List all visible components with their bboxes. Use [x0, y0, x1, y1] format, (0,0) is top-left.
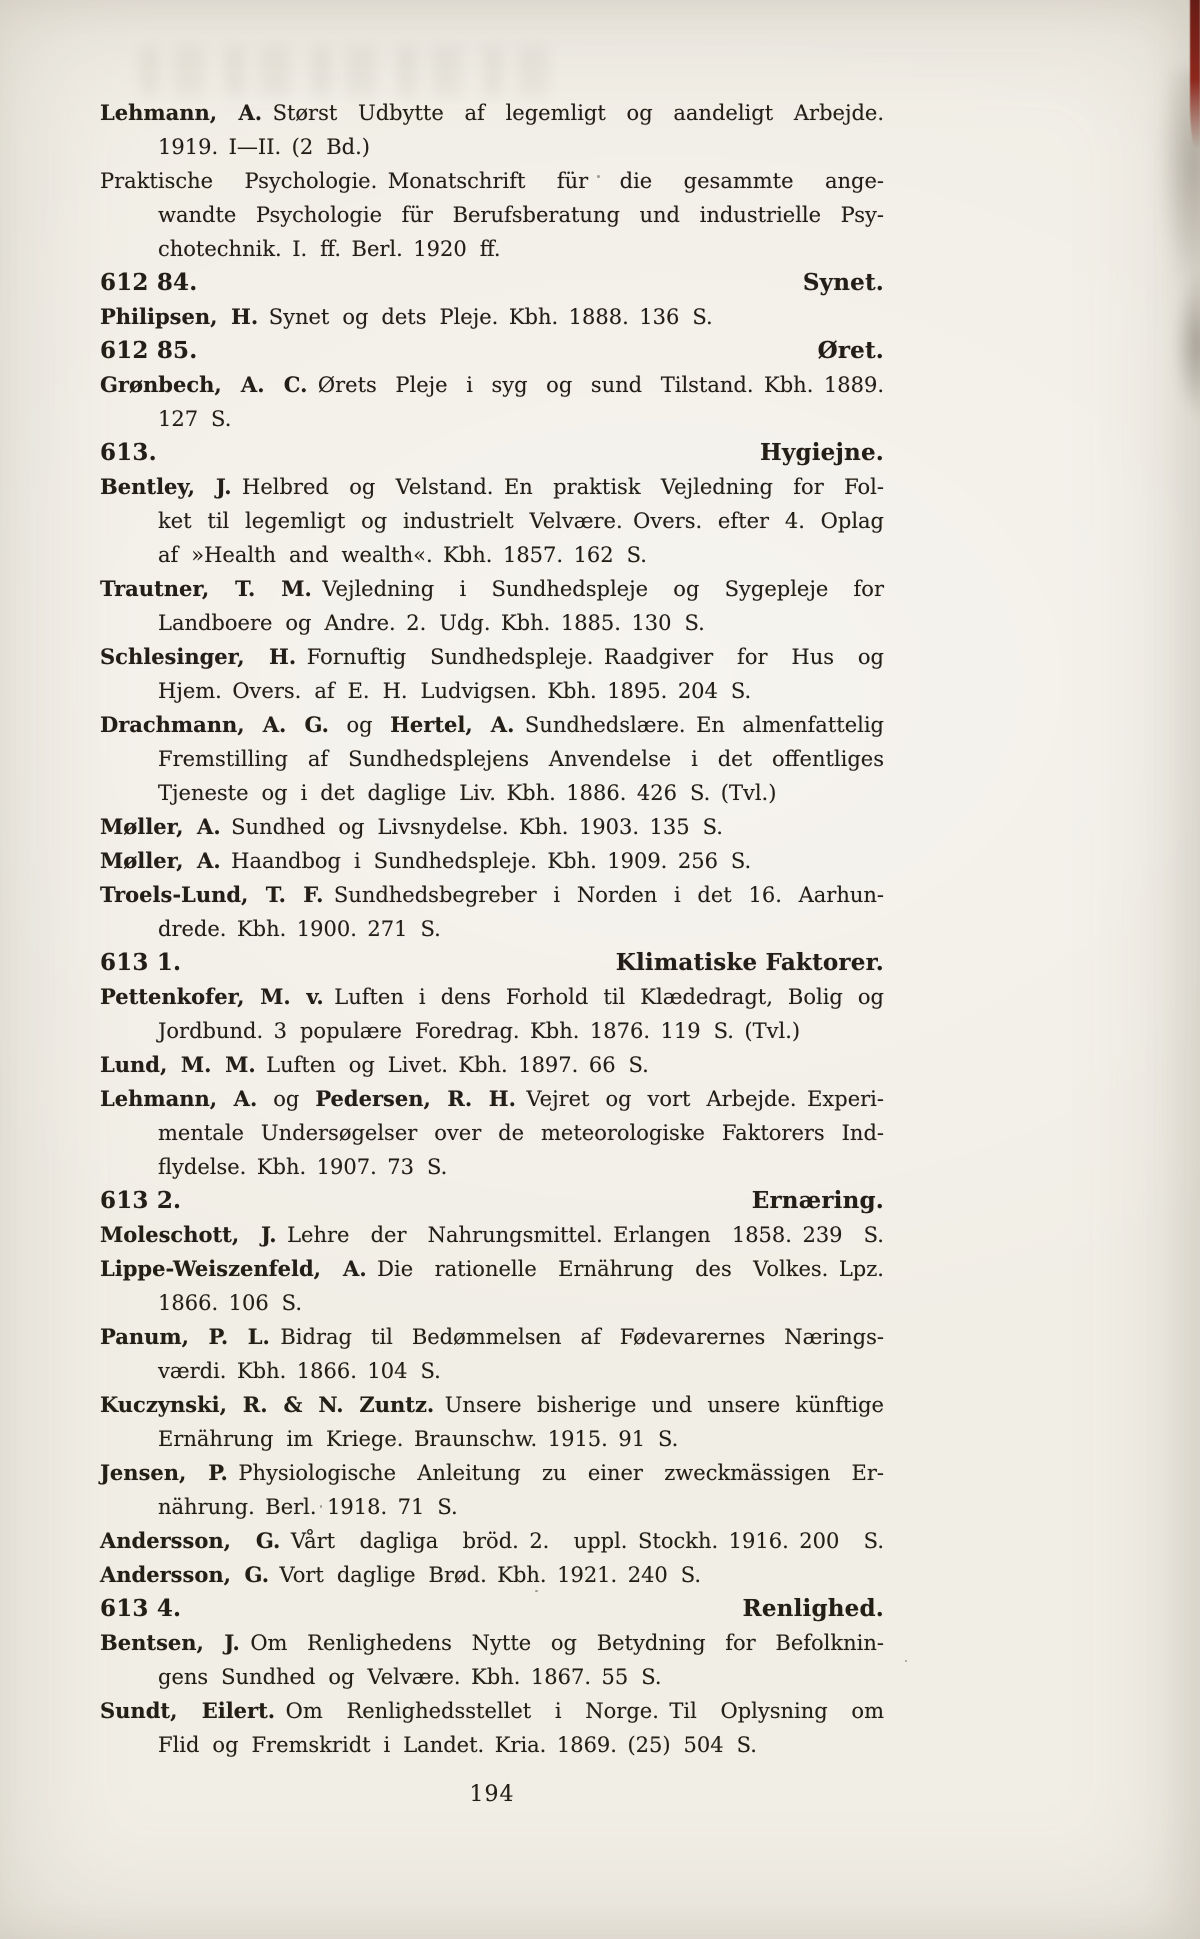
- catalog-entry-line: [100, 402, 884, 436]
- entry-text: Praktische Psychologie. Monatschrift für die gesammte ange-: [100, 169, 884, 193]
- catalog-entry-line: [100, 1354, 884, 1388]
- section-title: Hygiejne.: [759, 439, 884, 466]
- author-name: Lehmann, A.: [100, 100, 263, 125]
- catalog-entry-line: [100, 198, 884, 232]
- section-title: Ernæring.: [751, 1187, 884, 1214]
- entry-text: wandte Psychologie für Berufsberatung und industrielle Psy-: [158, 203, 884, 227]
- author-name: Møller, A.: [100, 814, 221, 839]
- class-number: 612 85.: [100, 337, 198, 364]
- entry-text: chotechnik. I. ff. Berl. 1920 ff.: [158, 237, 501, 261]
- catalog-entry-line: [100, 1388, 884, 1422]
- catalog-entry-line: [100, 708, 884, 742]
- entry-text: Vejret og vort Arbejde. Experi-: [515, 1087, 884, 1111]
- catalog-entry-line: [100, 300, 884, 334]
- class-number: 613 2.: [100, 1187, 182, 1214]
- entry-text: Helbred og Velstand. En praktisk Vejledning for Fol-: [231, 475, 884, 499]
- catalog-entry-line: [100, 1082, 884, 1116]
- catalog-entry-line: [100, 912, 884, 946]
- catalog-entry-line: [100, 368, 884, 402]
- entry-text: Lehre der Nahrungsmittel. Erlangen 1858. 239 S.: [276, 1223, 884, 1247]
- author-name: Andersson, G.: [100, 1562, 270, 1587]
- class-heading: [100, 266, 884, 300]
- catalog-entry-line: [100, 1048, 884, 1082]
- catalog-entry-line: [100, 742, 884, 776]
- entry-text: Flid og Fremskridt i Landet. Kria. 1869. (25) 504 S.: [158, 1733, 757, 1757]
- binding-mark: [1190, 0, 1200, 149]
- section-title: Øret.: [817, 337, 884, 364]
- entry-text: Ørets Pleje i syg og sund Tilstand. Kbh. 1889.: [307, 373, 884, 397]
- author-name: Troels-Lund, T. F.: [100, 882, 324, 907]
- author-name: Pedersen, R. H.: [315, 1086, 516, 1111]
- entry-text: af »Health and wealth«. Kbh. 1857. 162 S.: [158, 543, 647, 567]
- bleedthrough-smudge: [140, 46, 560, 96]
- section-title: Renlighed.: [742, 1595, 884, 1622]
- entry-text: Om Renlighedens Nytte og Betydning for Befolknin-: [239, 1631, 884, 1655]
- entry-text: Die rationelle Ernährung des Volkes. Lpz.: [366, 1257, 884, 1281]
- paper-speck: [905, 1660, 907, 1662]
- entry-text: Bidrag til Bedømmelsen af Fødevarernes Nærings-: [269, 1325, 885, 1349]
- catalog-entry-line: [100, 606, 884, 640]
- entry-text: Fornuftig Sundhedspleje. Raadgiver for Hus og: [296, 645, 885, 669]
- class-heading: [100, 946, 884, 980]
- entry-text: værdi. Kbh. 1866. 104 S.: [158, 1359, 441, 1383]
- catalog-entry-line: [100, 1524, 884, 1558]
- author-name: Drachmann, A. G.: [100, 712, 329, 737]
- catalog-entry-line: [100, 1014, 884, 1048]
- catalog-entry-line: [100, 674, 884, 708]
- author-name: Pettenkofer, M. v.: [100, 984, 324, 1009]
- author-name: Kuczynski, R. & N. Zuntz.: [100, 1392, 435, 1417]
- class-heading: [100, 436, 884, 470]
- section-title: Synet.: [802, 269, 884, 296]
- entry-text: gens Sundhed og Velvære. Kbh. 1867. 55 S.: [158, 1665, 662, 1689]
- entry-text: Landboere og Andre. 2. Udg. Kbh. 1885. 130 S.: [158, 611, 705, 635]
- catalog-entry-line: [100, 572, 884, 606]
- class-heading: [100, 1184, 884, 1218]
- class-heading: [100, 334, 884, 368]
- entry-text: Fremstilling af Sundhedsplejens Anvendelse i det offentliges: [158, 747, 884, 771]
- catalog-entry-line: [100, 1116, 884, 1150]
- catalog-entry-line: [100, 504, 884, 538]
- catalog-entry-line: [100, 810, 884, 844]
- author-name: Panum, P. L.: [100, 1324, 270, 1349]
- catalog-entry-line: [100, 1218, 884, 1252]
- entry-text: Om Renlighedsstellet i Norge. Til Oplysning om: [275, 1699, 884, 1723]
- catalog-entry-line: [100, 470, 884, 504]
- entry-text: og: [257, 1087, 316, 1111]
- entry-text: Sundhedslære. En almenfattelig: [514, 713, 884, 737]
- catalog-entry-line: [100, 878, 884, 912]
- entry-text: flydelse. Kbh. 1907. 73 S.: [158, 1155, 448, 1179]
- catalog-entry-line: [100, 1490, 884, 1524]
- entry-text: Sundhed og Livsnydelse. Kbh. 1903. 135 S.: [220, 815, 723, 839]
- author-name: Grønbech, A. C.: [100, 372, 308, 397]
- entry-text: Vårt dagliga bröd. 2. uppl. Stockh. 1916. 200 S.: [280, 1529, 884, 1553]
- catalog-entry-line: [100, 1150, 884, 1184]
- entry-text: Ernährung im Kriege. Braunschw. 1915. 91 S.: [158, 1427, 679, 1451]
- catalog-entry-line: [100, 1660, 884, 1694]
- class-number: 613 1.: [100, 949, 182, 976]
- catalog-entry-line: [100, 1320, 884, 1354]
- catalog-entry-line: [100, 1728, 884, 1762]
- entry-text: Sundhedsbegreber i Norden i det 16. Aarhun-: [323, 883, 884, 907]
- catalog-entry-line: [100, 1626, 884, 1660]
- catalog-entry-line: [100, 164, 884, 198]
- author-name: Bentsen, J.: [100, 1630, 240, 1655]
- entry-text: Størst Udbytte af legemligt og aandeligt Arbejde.: [262, 101, 885, 125]
- author-name: Lund, M. M.: [100, 1052, 256, 1077]
- author-name: Hertel, A.: [390, 712, 515, 737]
- catalog-entry-line: [100, 1422, 884, 1456]
- entry-text: Luften i dens Forhold til Klædedragt, Bolig og: [323, 985, 885, 1009]
- entry-text: Haandbog i Sundhedspleje. Kbh. 1909. 256 S.: [220, 849, 752, 873]
- catalog-entry-line: [100, 1558, 884, 1592]
- class-number: 613 4.: [100, 1595, 182, 1622]
- entry-text: ket til legemligt og industrielt Velvære. Overs. efter 4. Oplag: [158, 509, 884, 533]
- author-name: Trautner, T. M.: [100, 576, 312, 601]
- catalog-entry-line: [100, 1252, 884, 1286]
- author-name: Sundt, Eilert.: [100, 1698, 276, 1723]
- author-name: Moleschott, J.: [100, 1222, 277, 1247]
- author-name: Schlesinger, H.: [100, 644, 297, 669]
- author-name: Jensen, P.: [100, 1460, 228, 1485]
- catalog-entry-line: [100, 232, 884, 266]
- entry-text: drede. Kbh. 1900. 271 S.: [158, 917, 441, 941]
- catalog-entry-line: [100, 1694, 884, 1728]
- entry-text: og: [328, 713, 391, 737]
- entry-text: Synet og dets Pleje. Kbh. 1888. 136 S.: [258, 305, 713, 329]
- entry-text: nährung. Berl. 1918. 71 S.: [158, 1495, 458, 1519]
- section-title: Klimatiske Faktorer.: [615, 949, 884, 976]
- entry-text: Tjeneste og i det daglige Liv. Kbh. 1886. 426 S. (Tvl.): [158, 781, 777, 805]
- author-name: Bentley, J.: [100, 474, 232, 499]
- entry-text: mentale Undersøgelser over de meteorologiske Faktorers Ind-: [158, 1121, 884, 1145]
- entry-text: Luften og Livet. Kbh. 1897. 66 S.: [255, 1053, 649, 1077]
- page-number: 194: [469, 1782, 515, 1807]
- entry-text: Unsere bisherige und unsere künftige: [434, 1393, 884, 1417]
- entry-text: Vort daglige Brød. Kbh. 1921. 240 S.: [269, 1563, 702, 1587]
- entry-text: 1866. 106 S.: [158, 1291, 302, 1315]
- catalog-text-block: [100, 96, 884, 1762]
- class-number: 612 84.: [100, 269, 198, 296]
- author-name: Andersson, G.: [100, 1528, 281, 1553]
- catalog-entry-line: [100, 1456, 884, 1490]
- catalog-entry-line: [100, 844, 884, 878]
- catalog-entry-line: [100, 538, 884, 572]
- author-name: Lehmann, A.: [100, 1086, 258, 1111]
- catalog-entry-line: [100, 130, 884, 164]
- class-heading: [100, 1592, 884, 1626]
- author-name: Møller, A.: [100, 848, 221, 873]
- author-name: Lippe-Weiszenfeld, A.: [100, 1256, 367, 1281]
- catalog-entry-line: [100, 980, 884, 1014]
- class-number: 613.: [100, 439, 157, 466]
- author-name: Philipsen, H.: [100, 304, 259, 329]
- entry-text: Physiologische Anleitung zu einer zweckmässigen Er-: [227, 1461, 884, 1485]
- entry-text: 127 S.: [158, 407, 232, 431]
- catalog-entry-line: [100, 1286, 884, 1320]
- catalog-entry-line: [100, 776, 884, 810]
- entry-text: Jordbund. 3 populære Foredrag. Kbh. 1876. 119 S. (Tvl.): [158, 1019, 801, 1043]
- entry-text: Hjem. Overs. af E. H. Ludvigsen. Kbh. 1895. 204 S.: [158, 679, 752, 703]
- catalog-entry-line: [100, 640, 884, 674]
- entry-text: Vejledning i Sundhedspleje og Sygepleje for: [311, 577, 884, 601]
- edge-stain: [1174, 270, 1200, 420]
- entry-text: 1919. I—II. (2 Bd.): [158, 135, 370, 159]
- catalog-entry-line: [100, 96, 884, 130]
